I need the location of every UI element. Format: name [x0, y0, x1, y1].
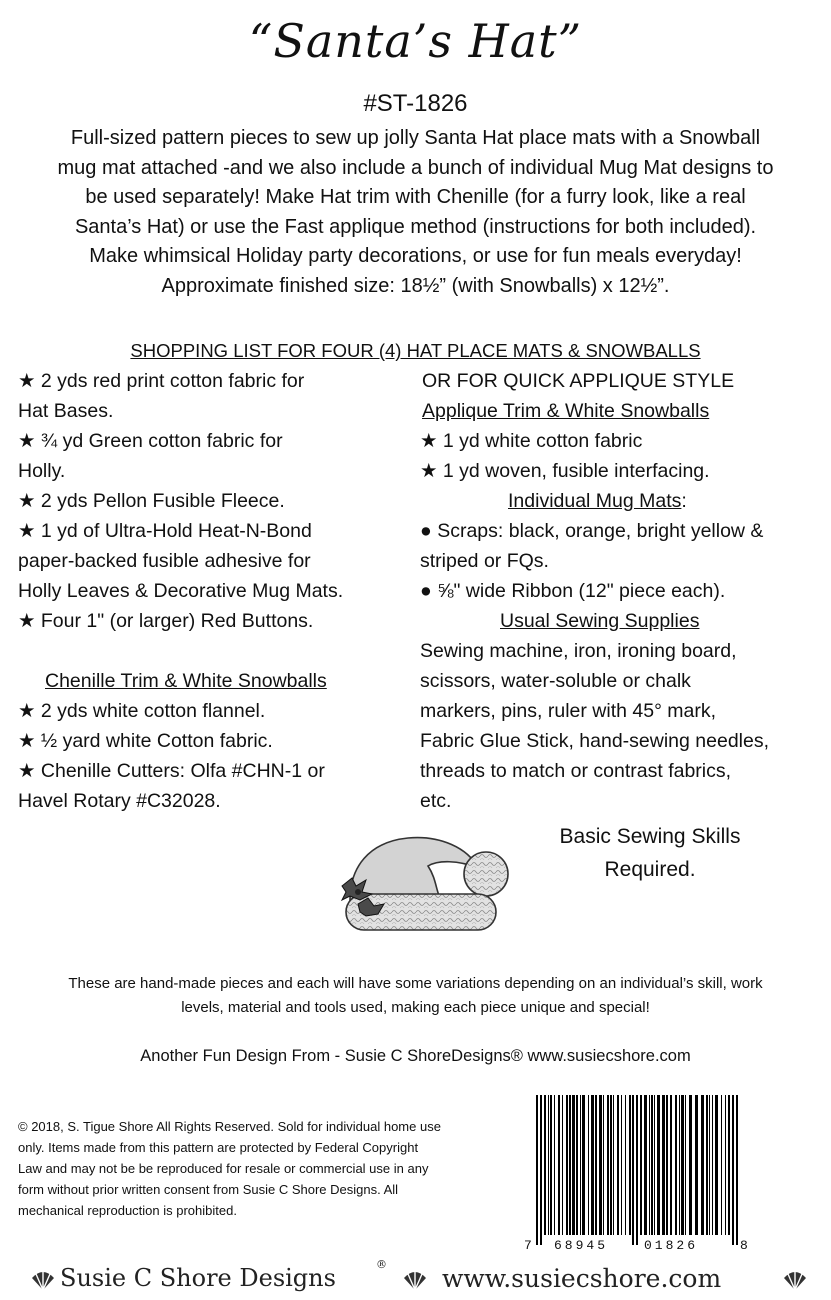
barcode-bar: [558, 1095, 560, 1235]
barcode-bar: [689, 1095, 692, 1235]
pattern-title: “Santa’s Hat”: [248, 14, 583, 68]
barcode-bar: [706, 1095, 708, 1235]
barcode-bar: [657, 1095, 660, 1235]
copyright-line: © 2018, S. Tigue Shore All Rights Reserved. Sold for individual home use: [18, 1119, 441, 1134]
list-item: ★ 1 yd woven, fusible interfacing.: [420, 460, 710, 482]
copyright-notice: [18, 1116, 518, 1221]
barcode-bar: [651, 1095, 653, 1235]
barcode-bar: [613, 1095, 614, 1235]
copyright-line: form without prior written consent from Susie C Shore Designs. All: [18, 1182, 399, 1197]
mug-mats-heading: [420, 486, 820, 516]
sewing-supplies-heading: [420, 606, 820, 636]
barcode-bar: [566, 1095, 568, 1235]
barcode-bar: [554, 1095, 555, 1235]
list-item: Holly.: [18, 460, 66, 482]
barcode-digits-left: 68945: [554, 1238, 609, 1253]
intro-line: Full-sized pattern pieces to sew up jolly Santa Hat place mats with a Snowball: [70, 127, 761, 149]
barcode-bar: [640, 1095, 642, 1235]
barcode-bar: [588, 1095, 589, 1235]
barcode-bar: [709, 1095, 710, 1235]
list-item: ★ Chenille Cutters: Olfa #CHN-1 or: [18, 760, 325, 782]
barcode-bar: [550, 1095, 552, 1235]
barcode-bar: [591, 1095, 594, 1235]
quick-applique-heading: OR FOR QUICK APPLIQUE STYLE: [422, 370, 735, 392]
barcode-digits-right: 01826: [644, 1238, 699, 1253]
list-item: Hat Bases.: [18, 400, 114, 422]
shell-icon: [782, 1268, 808, 1292]
list-item: ★ 2 yds white cotton flannel.: [18, 700, 266, 722]
barcode-digit-check: 8: [740, 1238, 748, 1253]
list-item: Holly Leaves & Decorative Mug Mats.: [18, 580, 344, 602]
barcode-digit-lead: 7: [524, 1238, 532, 1253]
barcode-bar: [629, 1095, 631, 1235]
barcode-bar: [595, 1095, 597, 1235]
list-item: Fabric Glue Stick, hand-sewing needles,: [420, 730, 770, 752]
list-item: markers, pins, ruler with 45° mark,: [420, 700, 717, 722]
handmade-note: [10, 972, 821, 1020]
barcode-bar: [576, 1095, 578, 1235]
sewing-supplies-heading-text: Usual Sewing Supplies: [500, 610, 700, 632]
barcode-bar: [569, 1095, 571, 1235]
barcode-bar: [732, 1095, 734, 1245]
list-item: ★ Four 1" (or larger) Red Buttons.: [18, 610, 314, 632]
barcode-bar: [725, 1095, 726, 1235]
barcode: [524, 1095, 750, 1247]
barcode-bar: [670, 1095, 672, 1235]
barcode-bar: [644, 1095, 647, 1235]
barcode-bar: [662, 1095, 665, 1235]
right-column: [420, 366, 820, 816]
shell-icon: [402, 1268, 428, 1292]
barcode-bar: [685, 1095, 686, 1235]
barcode-bar: [712, 1095, 713, 1235]
list-item: ● ⅝" wide Ribbon (12" piece each).: [420, 580, 726, 602]
intro-line: Make whimsical Holiday party decorations, or use for fun meals everyday!: [89, 245, 742, 267]
list-item: ● Scraps: black, orange, bright yellow &: [420, 520, 764, 542]
barcode-bar: [675, 1095, 677, 1235]
barcode-bar: [610, 1095, 612, 1235]
mug-mats-heading-text: Individual Mug Mats: [508, 490, 682, 512]
pattern-code: #ST-1826: [363, 90, 468, 117]
list-item: ★ 1 yd of Ultra-Hold Heat-N-Bond: [18, 520, 312, 542]
intro-line: Approximate finished size: 18½” (with Snowballs) x 12½”.: [161, 274, 670, 297]
barcode-bar: [632, 1095, 634, 1245]
barcode-bar: [736, 1095, 738, 1245]
barcode-bar: [636, 1095, 638, 1245]
barcode-bar: [721, 1095, 722, 1235]
barcode-bar: [599, 1095, 602, 1235]
copyright-line: Law and may not be be reproduced for resale or commercial use in any: [18, 1161, 429, 1176]
list-item: Havel Rotary #C32028.: [18, 790, 221, 812]
list-item: paper-backed fusible adhesive for: [18, 550, 311, 572]
list-item: ★ ¾ yd Green cotton fabric for: [18, 430, 283, 452]
intro-line: Santa’s Hat) or use the Fast applique method (instructions for both included).: [74, 215, 757, 238]
copyright-line: mechanical reproduction is prohibited.: [18, 1203, 237, 1218]
skills-line: Required.: [604, 858, 696, 881]
note-line: These are hand-made pieces and each will have some variations depending on an individual’s skill, work: [68, 975, 763, 992]
barcode-bar: [679, 1095, 680, 1235]
barcode-bar: [649, 1095, 650, 1235]
barcode-bar: [603, 1095, 604, 1235]
shell-icon: [30, 1268, 56, 1292]
chenille-heading: Chenille Trim & White Snowballs: [45, 670, 327, 692]
intro-line: be used separately! Make Hat trim with Chenille (for a furry look, like a real: [85, 186, 746, 208]
designer-credit: Another Fun Design From - Susie C ShoreDesigns® www.susiecshore.com: [140, 1047, 691, 1065]
intro-paragraph: [14, 124, 817, 301]
barcode-bar: [666, 1095, 668, 1235]
barcode-bar: [536, 1095, 538, 1245]
barcode-bar: [654, 1095, 655, 1235]
barcode-bar: [572, 1095, 575, 1235]
list-item: threads to match or contrast fabrics,: [420, 760, 732, 782]
barcode-bar: [701, 1095, 704, 1235]
barcode-bar: [621, 1095, 622, 1235]
barcode-bar: [580, 1095, 581, 1235]
barcode-bar: [582, 1095, 585, 1235]
list-item: scissors, water-soluble or chalk: [420, 670, 691, 692]
barcode-bar: [562, 1095, 563, 1235]
shopping-list-heading: SHOPPING LIST FOR FOUR (4) HAT PLACE MATS & SNOWBALLS: [130, 340, 701, 361]
note-line: levels, material and tools used, making each piece unique and special!: [181, 999, 650, 1016]
barcode-bar: [548, 1095, 549, 1235]
skills-note: [530, 820, 770, 886]
santa-hat-illustration: [328, 828, 518, 938]
intro-line: mug mat attached -and we also include a bunch of individual Mug Mat designs to: [57, 156, 774, 179]
barcode-bar: [540, 1095, 542, 1245]
footer: [0, 1258, 831, 1298]
barcode-bar: [617, 1095, 619, 1235]
list-item: ★ 2 yds Pellon Fusible Fleece.: [18, 490, 285, 512]
applique-heading: Applique Trim & White Snowballs: [422, 400, 710, 422]
barcode-bar: [695, 1095, 698, 1235]
list-item: ★ 1 yd white cotton fabric: [420, 430, 643, 452]
copyright-line: only. Items made from this pattern are protected by Federal Copyright: [18, 1140, 419, 1155]
list-item: striped or FQs.: [420, 550, 549, 572]
list-item: Sewing machine, iron, ironing board,: [420, 640, 737, 662]
brand-registered-mark: ®: [376, 1258, 387, 1271]
list-item: ★ 2 yds red print cotton fabric for: [18, 370, 305, 392]
barcode-bar: [681, 1095, 684, 1235]
skills-line: Basic Sewing Skills: [559, 825, 741, 848]
mug-mats-heading-colon: :: [681, 490, 687, 512]
barcode-bar: [544, 1095, 546, 1235]
barcode-bar: [607, 1095, 609, 1235]
list-item: etc.: [420, 790, 452, 812]
barcode-bar: [715, 1095, 718, 1235]
left-column: [18, 366, 403, 816]
barcode-bar: [728, 1095, 730, 1235]
website-url[interactable]: www.susiecshore.com: [442, 1264, 722, 1293]
barcode-bar: [625, 1095, 626, 1235]
spacer: [18, 636, 403, 666]
list-item: ★ ½ yard white Cotton fabric.: [18, 730, 273, 752]
brand-name: Susie C Shore Designs: [60, 1264, 336, 1292]
